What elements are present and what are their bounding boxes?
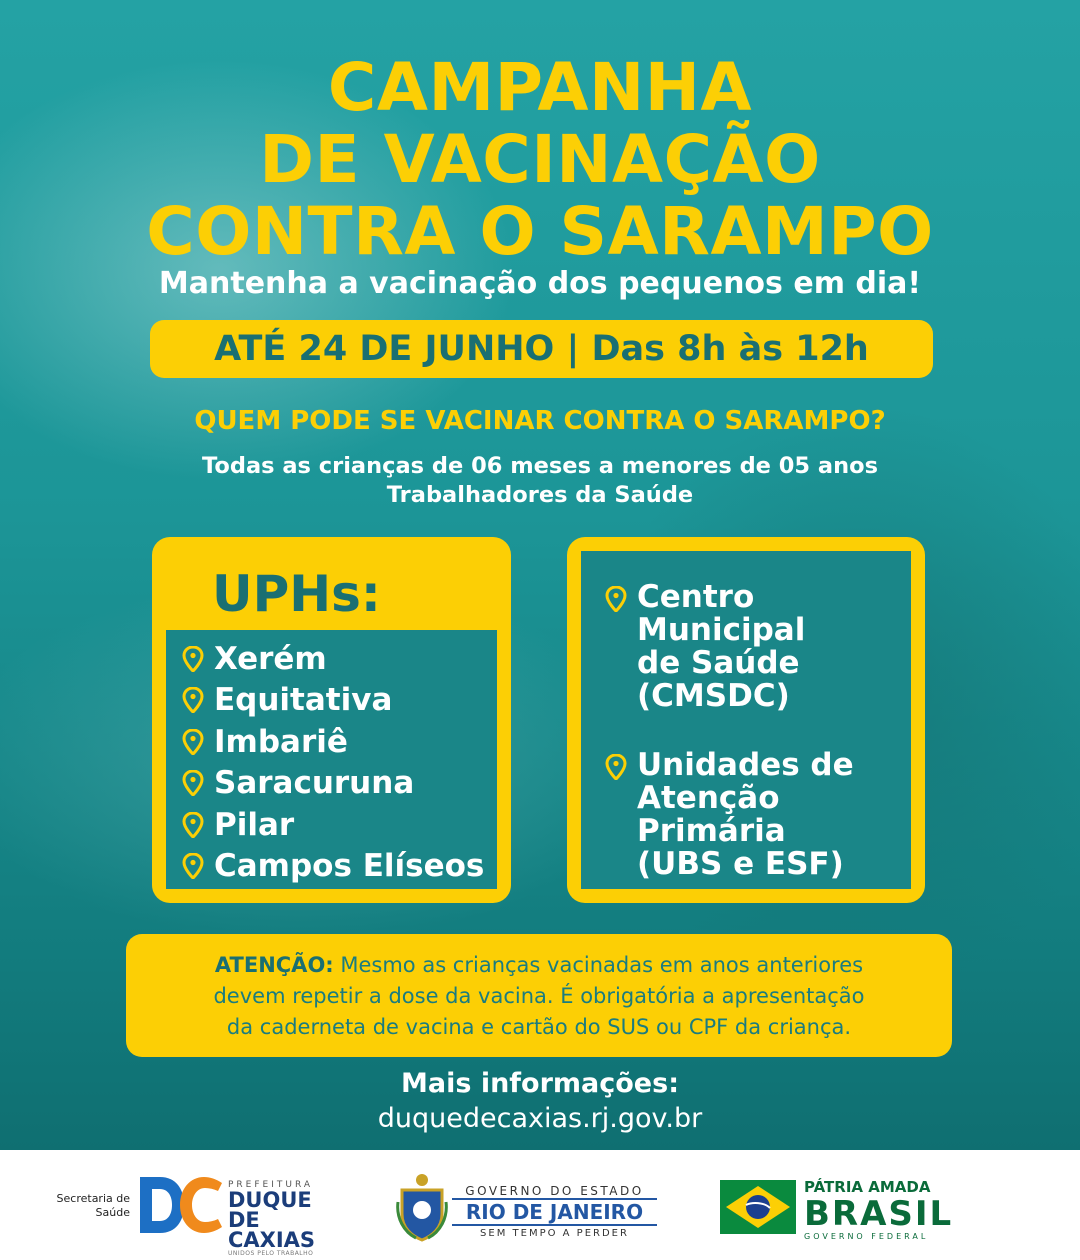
attention-line-1 [126,950,952,981]
map-pin-icon [182,646,204,672]
secretaria-label: Secretaria de Saúde [56,1192,130,1219]
eligibility-line-1: Todas as crianças de 06 meses a menores de 05 anos [202,453,878,479]
more-info-link[interactable]: duquedecaxias.rj.gov.br [377,1103,703,1134]
attention-notice [126,934,952,1057]
uph-card [152,537,511,903]
caxias-name-2: CAXIAS [228,1228,316,1252]
eligibility-line-2: Trabalhadores da Saúde [386,482,694,508]
uph-heading: UPHs: [212,565,381,623]
logo-footer [0,1150,1080,1260]
health-unit-name: Unidades de Atenção Primária (UBS e ESF) [637,747,854,882]
rio-de-janeiro-wordmark [452,1184,657,1239]
brasil-wordmark [804,1178,954,1241]
caxias-name-1: DUQUE DE [228,1188,312,1232]
caxias-prefix: PREFEITURA [228,1180,314,1190]
attention-line-2: devem repetir a dose da vacina. É obrigatória a apresentação [213,984,865,1008]
caxias-tagline: UNIDOS PELO TRABALHO [228,1250,314,1257]
list-item [605,749,854,881]
map-pin-icon [605,586,627,612]
attention-text-1: Mesmo as crianças vacinadas em anos anteriores [333,953,864,977]
map-pin-icon [182,770,204,796]
subtitle: Mantenha a vacinação dos pequenos em dia! [158,266,922,301]
br-name: BRASIL [804,1194,954,1234]
br-gov-label: GOVERNO FEDERAL [804,1232,929,1241]
list-item [182,721,484,763]
health-unit-name: Centro Municipal de Saúde (CMSDC) [637,579,806,714]
map-pin-icon [182,812,204,838]
health-units-card [567,537,925,903]
list-item [605,581,805,713]
list-item [182,846,484,888]
title-line-2: DE VACINAÇÃO [259,121,821,198]
eligibility-answer [0,452,1080,510]
map-pin-icon [182,729,204,755]
list-item [182,763,484,805]
uph-name: Campos Elíseos [214,848,485,885]
brazil-flag-icon [720,1180,796,1234]
duque-de-caxias-wordmark [228,1180,338,1257]
attention-label: ATENÇÃO: [214,953,334,977]
rj-gov-label: GOVERNO DO ESTADO [465,1184,644,1198]
uph-list [182,638,484,887]
map-pin-icon [182,853,204,879]
duque-de-caxias-logo [140,1177,224,1233]
uph-name: Saracuruna [214,765,415,802]
uph-list-panel [166,630,497,889]
date-banner: ATÉ 24 DE JUNHO | Das 8h às 12h [150,320,933,378]
title-line-1: CAMPANHA [327,49,753,126]
list-item [182,638,484,680]
map-pin-icon [605,754,627,780]
list-item [182,804,484,846]
uph-name: Equitativa [214,682,393,719]
uph-name: Xerém [214,640,327,677]
eligibility-question: QUEM PODE SE VACINAR CONTRA O SARAMPO? [194,406,886,436]
attention-line-3: da caderneta de vacina e cartão do SUS ou CPF da criança. [226,1015,852,1039]
list-item [182,680,484,722]
br-top-label: PÁTRIA AMADA [804,1178,931,1196]
more-info-label: Mais informações: [401,1068,679,1099]
title-line-3: CONTRA O SARAMPO [146,193,934,270]
map-pin-icon [182,687,204,713]
health-units-panel [581,551,911,889]
uph-name: Imbariê [214,723,348,760]
rj-name: RIO DE JANEIRO [452,1198,657,1226]
rj-tagline: SEM TEMPO A PERDER [480,1228,629,1239]
uph-name: Pilar [214,806,295,843]
rio-de-janeiro-coat-of-arms-icon [396,1172,448,1244]
